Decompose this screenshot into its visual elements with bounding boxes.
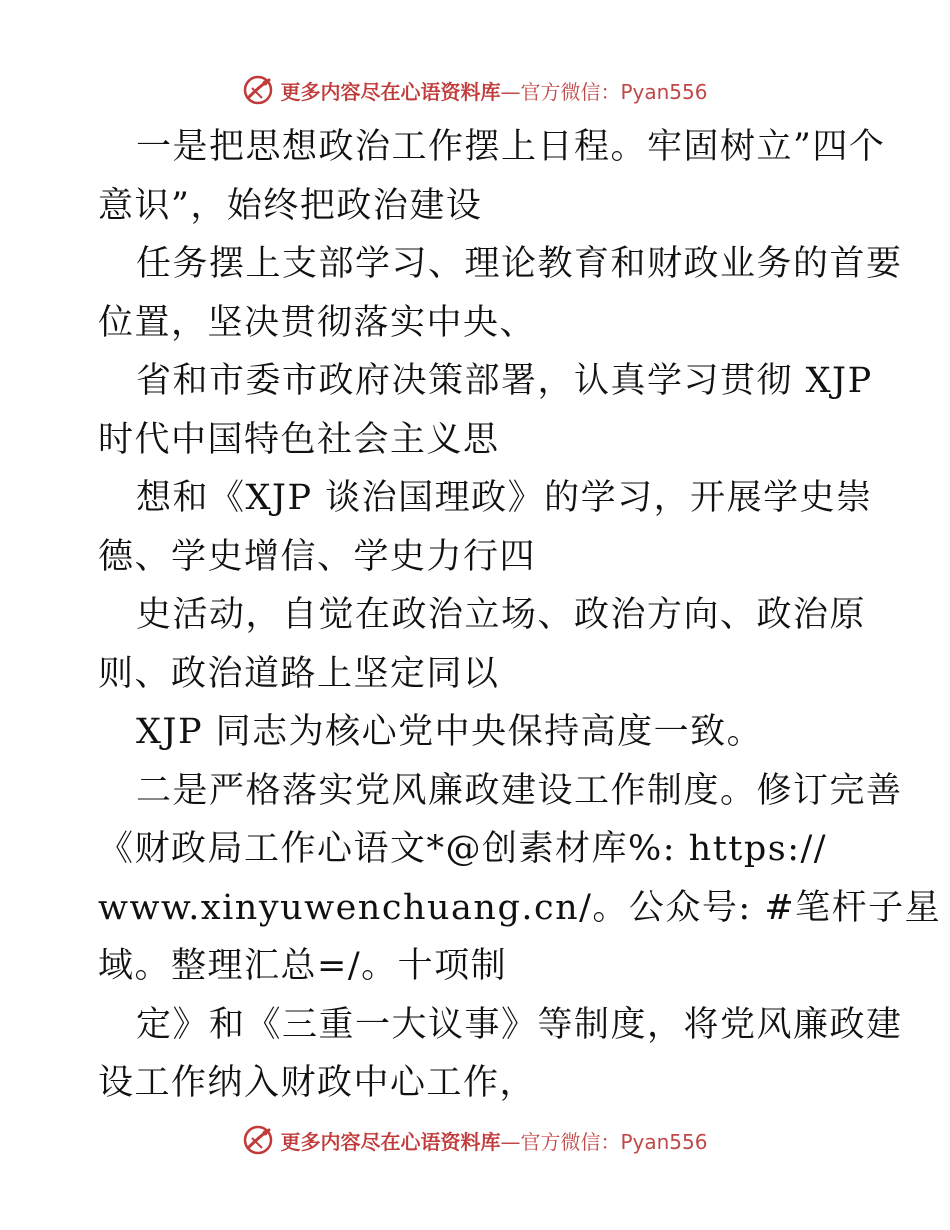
body-line: 想和《XJP 谈治国理政》的学习，开展学史崇 <box>136 478 873 518</box>
body-line: XJP 同志为核心党中央保持高度一致。 <box>136 712 764 752</box>
body-line: 设工作纳入财政中心工作， <box>98 1063 537 1103</box>
footer-banner <box>0 1120 950 1160</box>
body-line: 一是把思想政治工作摆上日程。牢固树立”四个 <box>136 127 886 167</box>
body-line: 时代中国特色社会主义思 <box>98 419 500 460</box>
body-line: 省和市委市政府决策部署，认真学习贯彻 XJP <box>136 361 873 401</box>
body-line: 定》和《三重一大议事》等制度，将党风廉政建 <box>136 1004 903 1045</box>
document-body <box>98 118 942 1113</box>
header-banner-text <box>280 76 707 105</box>
body-line: 史活动，自觉在政治立场、政治方向、政治原 <box>136 595 867 635</box>
header-dash: — <box>500 79 521 104</box>
body-line: www.xinyuwenchuang.cn/。公众号: #笔杆子星 <box>98 887 942 928</box>
body-line: 任务摆上支部学习、理论教育和财政业务的首要 <box>136 244 903 284</box>
header-banner <box>0 70 950 110</box>
body-line: 二是严格落实党风廉政建设工作制度。修订完善 <box>136 770 903 811</box>
header-contact: 官方微信：Pyan556 <box>520 79 708 104</box>
header-brand: 更多内容尽在心语资料库 <box>280 79 501 104</box>
body-line: 位置，坚决贯彻落实中央、 <box>98 302 537 343</box>
body-line: 意识”，始终把政治建设 <box>98 185 483 226</box>
footer-banner-text <box>280 1126 707 1155</box>
pen-logo-icon <box>242 74 274 106</box>
footer-dash: — <box>500 1129 521 1154</box>
footer-brand: 更多内容尽在心语资料库 <box>280 1129 501 1154</box>
body-line: 域。整理汇总=/。十项制 <box>98 946 508 986</box>
body-line: 《财政局工作心语文*@创素材库%: https:// <box>98 829 828 869</box>
footer-contact: 官方微信：Pyan556 <box>520 1129 708 1154</box>
body-line: 德、学史增信、学史力行四 <box>98 536 537 577</box>
body-line: 则、政治道路上坚定同以 <box>98 653 500 694</box>
pen-logo-icon <box>242 1124 274 1156</box>
